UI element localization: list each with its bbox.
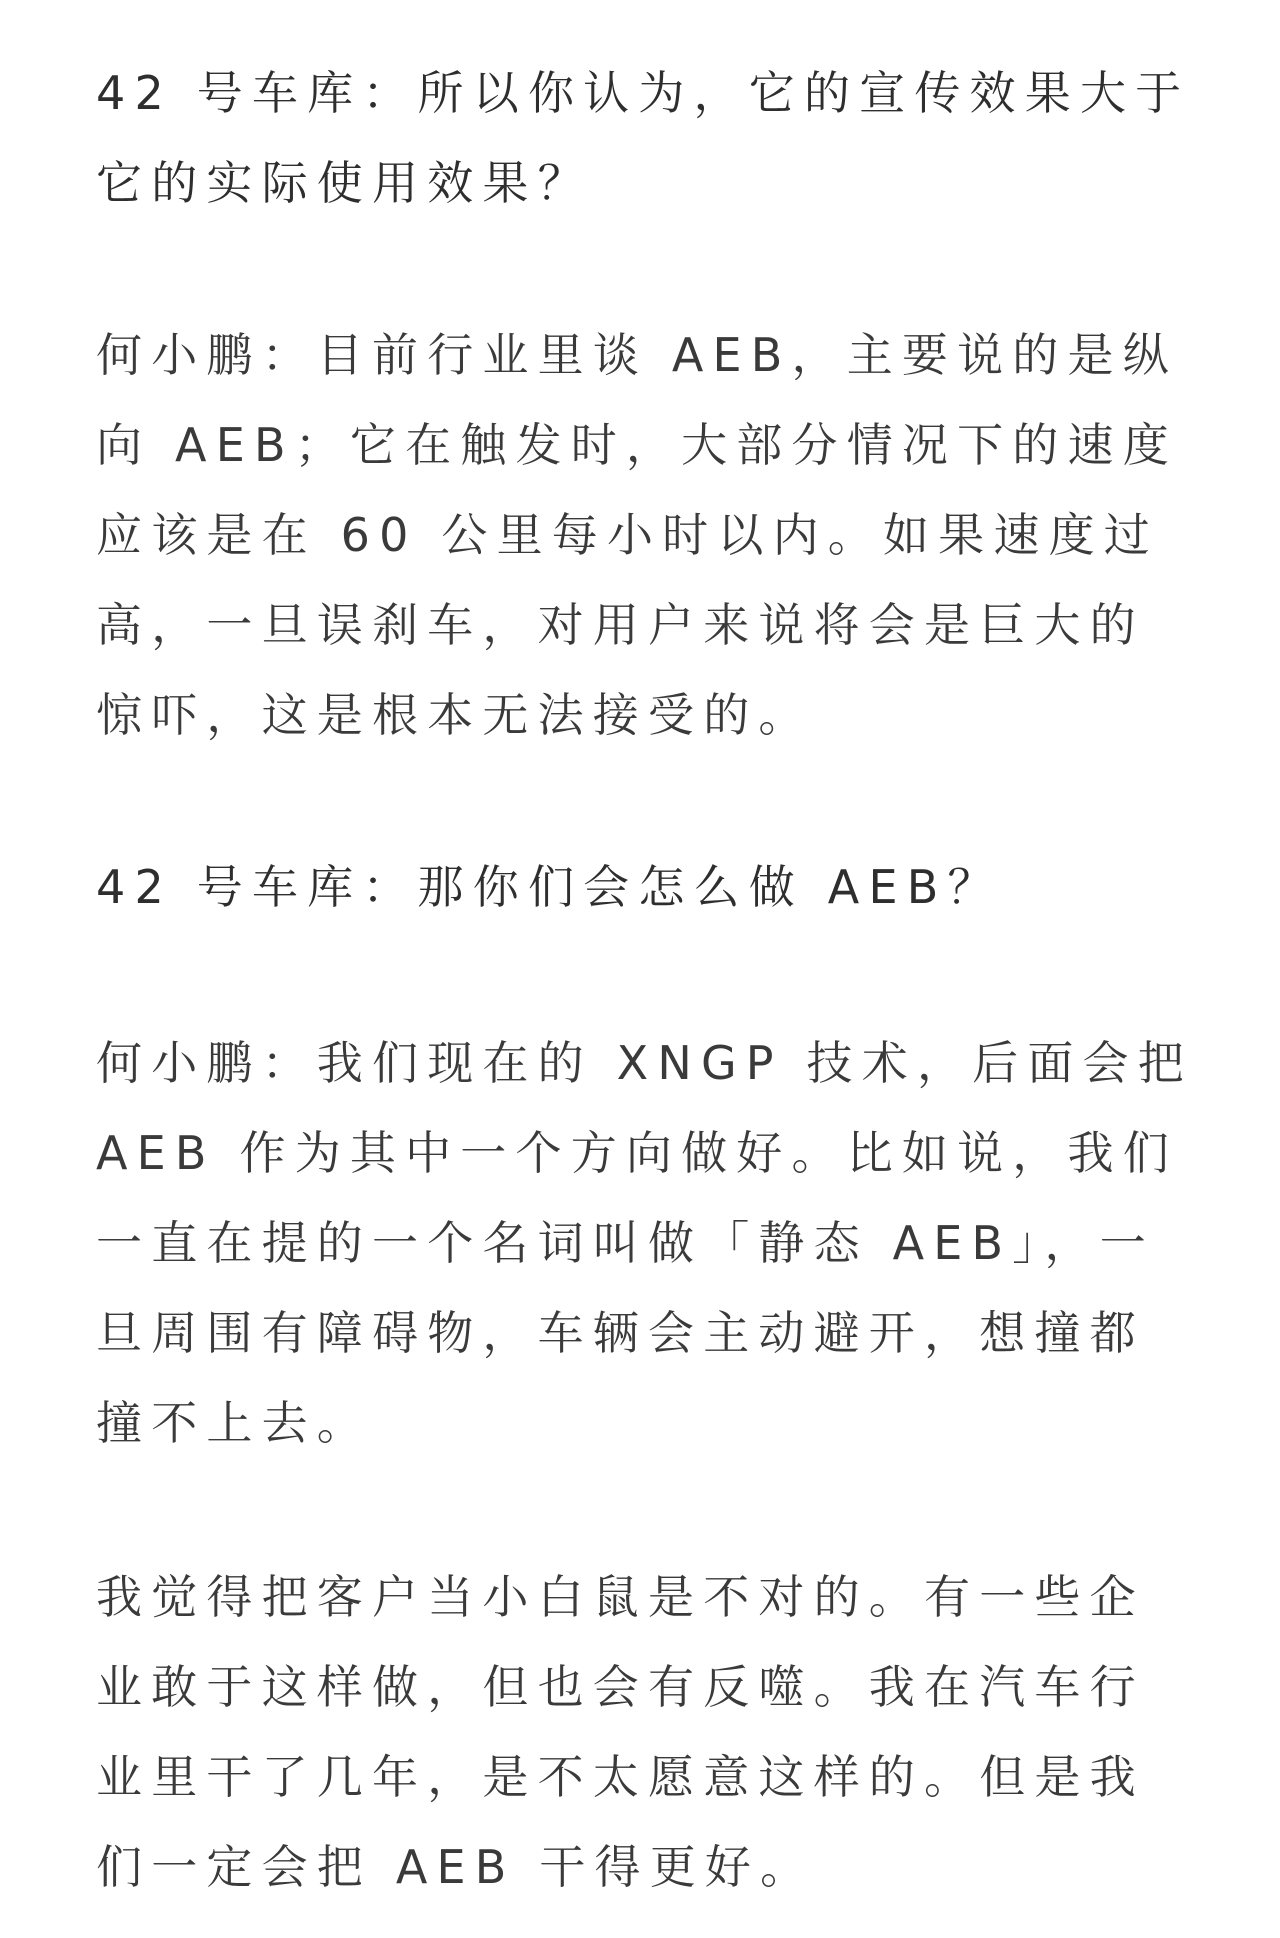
text-line: 何小鹏：我们现在的 XNGP 技术，后面会把 bbox=[96, 1036, 1193, 1090]
answer-paragraph bbox=[96, 1018, 1196, 1468]
text-line: 我觉得把客户当小白鼠是不对的。有一些企 bbox=[96, 1570, 1145, 1624]
text-line: 42 号车库：那你们会怎么做 AEB？ bbox=[96, 860, 1003, 914]
answer-paragraph bbox=[96, 1552, 1196, 1912]
text-line: 应该是在 60 公里每小时以内。如果速度过 bbox=[96, 508, 1159, 562]
text-line: 它的实际使用效果？ bbox=[96, 156, 593, 210]
text-line: 何小鹏：目前行业里谈 AEB，主要说的是纵 bbox=[96, 328, 1178, 382]
text-line: 们一定会把 AEB 干得更好。 bbox=[96, 1840, 816, 1894]
text-line: 向 AEB；它在触发时，大部分情况下的速度 bbox=[96, 418, 1178, 472]
text-line: 42 号车库：所以你认为，它的宣传效果大于 bbox=[96, 66, 1191, 120]
text-line: 撞不上去。 bbox=[96, 1396, 372, 1450]
text-line: AEB 作为其中一个方向做好。比如说，我们 bbox=[96, 1126, 1178, 1180]
text-line: 高，一旦误刹车，对用户来说将会是巨大的 bbox=[96, 598, 1145, 652]
text-line: 旦周围有障碍物，车辆会主动避开，想撞都 bbox=[96, 1306, 1145, 1360]
text-line: 惊吓，这是根本无法接受的。 bbox=[96, 688, 814, 742]
text-line: 一直在提的一个名词叫做「静态 AEB」，一 bbox=[96, 1216, 1155, 1270]
question-paragraph bbox=[96, 48, 1196, 228]
answer-paragraph bbox=[96, 310, 1196, 760]
text-line: 业敢于这样做，但也会有反噬。我在汽车行 bbox=[96, 1660, 1145, 1714]
question-paragraph bbox=[96, 842, 1196, 932]
text-line: 业里干了几年，是不太愿意这样的。但是我 bbox=[96, 1750, 1145, 1804]
